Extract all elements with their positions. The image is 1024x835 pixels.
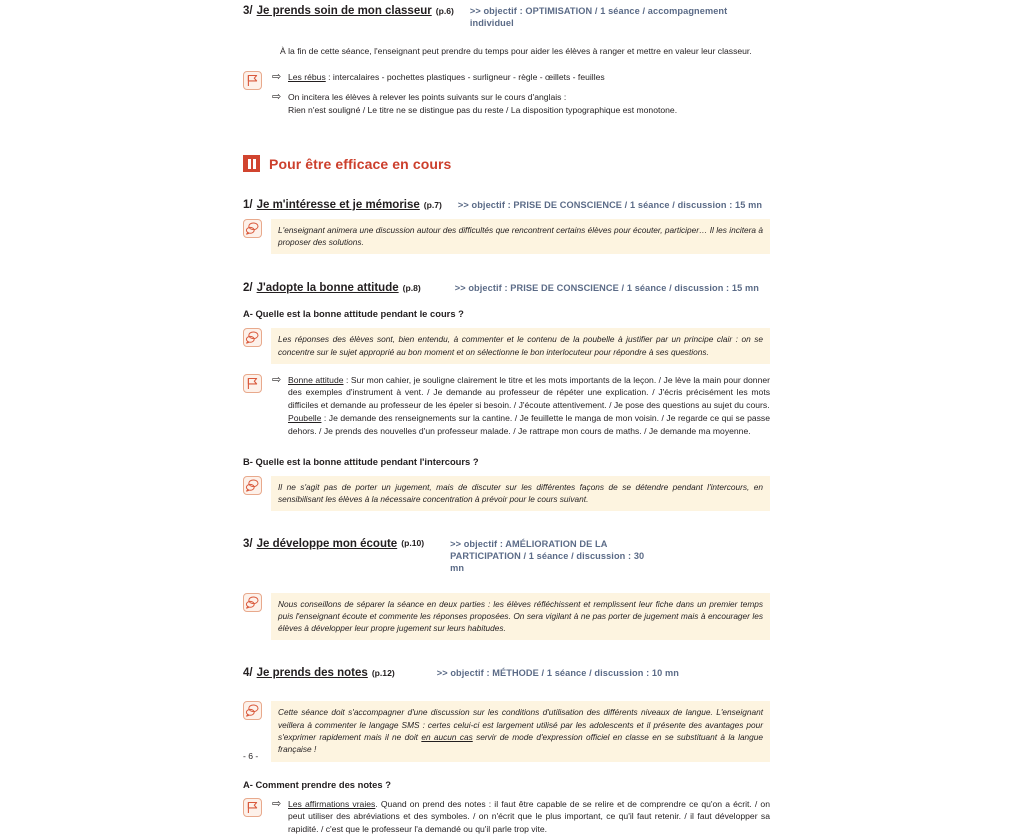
activity-number: 3/ — [243, 5, 253, 17]
activity-heading-classeur — [243, 5, 770, 29]
flag-bullet-group-attitude — [243, 374, 770, 438]
activity-objective: >> objectif : MÉTHODE / 1 séance / discussion : 10 mn — [437, 667, 679, 679]
note-text-emphasis: en aucun cas — [421, 732, 472, 742]
activity-page-ref: (p.6) — [436, 6, 454, 16]
bullet-label-poubelle: Poubelle — [288, 413, 321, 423]
bullet-label-bonne-attitude: Bonne attitude — [288, 375, 344, 385]
activity-heading-notes — [243, 667, 770, 679]
activity-page-ref: (p.10) — [401, 538, 424, 548]
activity-heading-ecoute — [243, 538, 770, 574]
activity-objective: >> objectif : AMÉLIORATION DE LA PARTICIPATION / 1 séance / discussion : 30 mn — [450, 538, 658, 574]
activity-page-ref: (p.8) — [403, 283, 421, 293]
section-numeral-badge — [243, 155, 260, 172]
activity-title: J'adopte la bonne attitude — [257, 282, 399, 294]
teacher-note-ecoute — [243, 593, 770, 641]
bullet-text-poubelle: : Je demande des renseignements sur la cantine. / Je feuillette le manga de mon voisin. / Je regarde ce qui se passe dehors. / Je prends des nouvelles d'un professeur malade. / Je rattrape mon cours de maths. / Je demande ma moyenne. — [288, 413, 770, 436]
bullet-text-bonne-attitude: : Sur mon cahier, je souligne clairement le titre et les mots importants de la leçon. / Je lève la main pour donner des exemples d'instrument à vent. / Je demande au professeur de répéter une explication. / J'écris précisément les mots difficiles et demande au professeur de les épeler si besoin. / J'écoute attentivement. / Je pose des questions au sujet du cours. — [288, 375, 770, 410]
bullet-text-affirmations: . Quand on prend des notes : il faut être capable de se relire et de comprendre ce qu'on a écrit. / on peut utiliser des abréviations et des symboles. / on n'écrit que le plus important, ce qu'il faut retenir. / il faut développer sa rapidité. / c'est que le professeur l'a demandé ou qu'il parle trop vite. — [288, 799, 770, 834]
activity-intro-text: À la fin de cette séance, l'enseignant peut prendre du temps pour aider les élèves à ranger et mettre en valeur leur classeur. — [280, 45, 770, 57]
teacher-note-notes — [243, 701, 770, 761]
sub-question-b: B- Quelle est la bonne attitude pendant l'intercours ? — [243, 456, 770, 467]
bullet-row — [262, 374, 770, 438]
bullet-label-affirmations: Les affirmations vraies — [288, 799, 375, 809]
flag-icon — [243, 71, 262, 90]
note-box — [271, 219, 770, 255]
note-box — [271, 328, 770, 364]
activity-number: 3/ — [243, 538, 253, 550]
activity-page-ref: (p.7) — [424, 200, 442, 210]
flag-bullet-group-notes — [243, 798, 770, 835]
teacher-note-attitude-b — [243, 476, 770, 512]
section-banner — [243, 155, 770, 172]
note-box — [271, 701, 770, 761]
note-text: Les réponses des élèves sont, bien entendu, à commenter et le contenu de la poubelle à justifier par un principe clair : on se concentre sur le sujet approprié au bon moment et on sélectionne le bon interlocuteur pour répondre à ses questions. — [278, 333, 763, 358]
activity-objective: >> objectif : PRISE DE CONSCIENCE / 1 séance / discussion : 15 mn — [455, 282, 759, 294]
bullet-text — [288, 374, 770, 438]
bullet-text — [288, 91, 770, 116]
activity-title: Je prends soin de mon classeur — [257, 5, 432, 17]
flag-bullet-group-classeur — [243, 71, 770, 117]
note-box — [271, 593, 770, 641]
note-text: Il ne s'agit pas de porter un jugement, mais de discuter sur les différentes façons de se détendre pendant l'intercours, en sensibilisant les élèves à la nécessaire concentration à prévoir pour le cours suivant. — [278, 481, 763, 506]
section-title: Pour être efficace en cours — [269, 156, 451, 172]
arrow-icon: ⇨ — [272, 71, 288, 84]
bullet-line-2: Rien n'est souligné / Le titre ne se distingue pas du reste / La disposition typographique est monotone. — [288, 104, 770, 117]
speech-bubbles-icon — [243, 593, 262, 612]
note-text-part-2: servir de mode d'expression officiel en classe en se substituant à la langue française ! — [278, 732, 763, 754]
activity-objective: >> objectif : OPTIMISATION / 1 séance / accompagnement individuel — [470, 5, 770, 29]
bullet-row — [262, 71, 770, 84]
speech-bubbles-icon — [243, 701, 262, 720]
note-text: Nous conseillons de séparer la séance en deux parties : les élèves réfléchissent et remplissent leur fiche dans un premier temps puis l'enseignant écoute et commente les réponses proposées. On sera vigilant à ne pas porter de jugement mais à encourager les élèves à développer leur propre jugement sur leurs habitudes. — [278, 598, 763, 635]
activity-number: 4/ — [243, 667, 253, 679]
activity-page-ref: (p.12) — [372, 668, 395, 678]
page-number: - 6 - — [243, 751, 258, 761]
bullet-text — [288, 71, 770, 84]
activity-number: 2/ — [243, 282, 253, 294]
activity-title: Je développe mon écoute — [257, 538, 398, 550]
activity-title: Je prends des notes — [257, 667, 368, 679]
arrow-icon: ⇨ — [272, 798, 288, 811]
speech-bubbles-icon — [243, 476, 262, 495]
bullet-row — [262, 798, 770, 835]
teacher-note-memorise — [243, 219, 770, 255]
bullet-row — [262, 91, 770, 116]
note-box — [271, 476, 770, 512]
bullet-text — [288, 798, 770, 835]
arrow-icon: ⇨ — [272, 374, 288, 387]
sub-question-a-notes: A- Comment prendre des notes ? — [243, 779, 770, 790]
page-content-column — [243, 0, 770, 835]
speech-bubbles-icon — [243, 219, 262, 238]
activity-heading-memorise — [243, 199, 770, 211]
sub-question-a: A- Quelle est la bonne attitude pendant le cours ? — [243, 308, 770, 319]
note-text-part-1: Cette séance doit s'accompagner d'une discussion sur les conditions d'utilisation des différents niveaux de langue. L'enseignant veillera à commenter le langage SMS : certes celui-ci est largement utilisé par les adolescents et il présente des avantages pour s'exprimer rapidement mais il ne doit — [278, 707, 763, 742]
bullet-rest: : intercalaires - pochettes plastiques - surligneur - règle - œillets - feuilles — [326, 72, 605, 82]
activity-title: Je m'intéresse et je mémorise — [257, 199, 420, 211]
arrow-icon: ⇨ — [272, 91, 288, 104]
teacher-note-attitude-a — [243, 328, 770, 364]
bullet-label: Les rébus — [288, 72, 326, 82]
activity-heading-attitude — [243, 282, 770, 294]
speech-bubbles-icon — [243, 328, 262, 347]
flag-icon — [243, 374, 262, 393]
bullet-line-1: On incitera les élèves à relever les points suivants sur le cours d'anglais : — [288, 91, 770, 104]
activity-number: 1/ — [243, 199, 253, 211]
note-text: L'enseignant animera une discussion autour des difficultés que rencontrent certains élèves pour écouter, participer… Il les incitera à proposer des solutions. — [278, 224, 763, 249]
flag-icon — [243, 798, 262, 817]
activity-objective: >> objectif : PRISE DE CONSCIENCE / 1 séance / discussion : 15 mn — [458, 199, 762, 211]
